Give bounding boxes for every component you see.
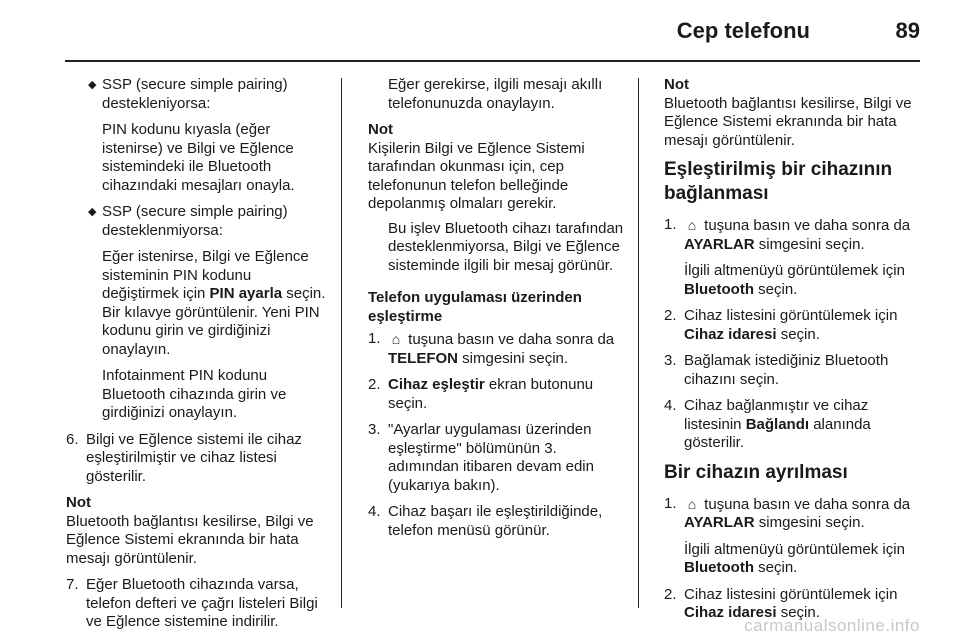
note-body: Bluetooth bağlantısı kesilirse, Bilgi ve Eğlence Sistemi ekranında bir hata mesajı görüntülenir. bbox=[66, 512, 314, 567]
home-icon: ⌂ bbox=[687, 495, 697, 512]
home-icon: ⌂ bbox=[391, 331, 401, 347]
column-1 bbox=[66, 76, 331, 640]
step-item: 4. Cihaz başarı ile eşleştirildiğinde, telefon menüsü görünür. bbox=[368, 503, 603, 539]
column-3 bbox=[664, 76, 926, 631]
step-item: 2. Cihaz listesini görüntülemek için Cihaz idaresi seçin. bbox=[664, 307, 898, 343]
step-subtext: İlgili altmenüyü görüntülemek için Bluetooth seçin. bbox=[684, 262, 905, 298]
bullet-item: ◆ SSP (secure simple pairing) desteklenmiyorsa: bbox=[88, 203, 288, 239]
step-item: 2. Cihaz eşleştir ekran butonunu seçin. bbox=[368, 376, 594, 412]
column-2 bbox=[368, 76, 630, 548]
section-heading: Bir cihazın ayrılması bbox=[664, 461, 848, 483]
subsection-heading: Telefon uygulaması üzerinden eşleştirme bbox=[368, 289, 582, 325]
step-continuation: Eğer gerekirse, ilgili mesajı akıllı telefonunuzda onaylayın. bbox=[388, 76, 603, 112]
column-divider-1 bbox=[341, 78, 342, 608]
step-item: 2. Cihaz listesini görüntülemek için Cihaz idaresi seçin. bbox=[664, 585, 898, 621]
section-heading: Eşleştirilmiş bir cihazının bağlanması bbox=[664, 159, 893, 204]
diamond-bullet-icon: ◆ bbox=[88, 79, 97, 91]
note-body: Bluetooth bağlantısı kesilirse, Bilgi ve Eğlence Sistemi ekranında bir hata mesajı görüntülenir. bbox=[664, 94, 912, 149]
note-subtext: Bu işlev Bluetooth cihazı tarafından desteklenmiyorsa, Bilgi ve Eğlence sisteminde ilgili bir mesaj görünür. bbox=[388, 219, 624, 274]
column-divider-2 bbox=[638, 78, 639, 608]
note-body: Kişilerin Bilgi ve Eğlence Sistemi tarafından okunması için, cep telefonunun telefon belleğinde depolanmış olmaları gerekir. bbox=[368, 139, 585, 212]
step-item: 7. Eğer Bluetooth cihazında varsa, telefon defteri ve çağrı listeleri Bilgi ve Eğlence sistemine indirilir. bbox=[66, 576, 318, 630]
step-item: 1. ⌂ tuşuna basın ve daha sonra da AYARLAR simgesini seçin. bbox=[664, 494, 911, 531]
bullet-subtext: Eğer istenirse, Bilgi ve Eğlence sisteminin PIN kodunu değiştirmek için PIN ayarla seçin. Bir kılavye görüntülenir. Yeni PIN kodunu girin ve girdiğinizi onaylayın. bbox=[102, 248, 326, 358]
step-item: 1. ⌂ tuşuna basın ve daha sonra da TELEFON simgesini seçin. bbox=[368, 330, 615, 367]
home-icon: ⌂ bbox=[687, 217, 697, 233]
bullet-item: ◆ SSP (secure simple pairing) destekleniyorsa: bbox=[88, 76, 288, 112]
note-title: Not bbox=[368, 121, 393, 138]
page-number: 89 bbox=[895, 18, 920, 43]
diamond-bullet-icon: ◆ bbox=[88, 206, 97, 218]
step-item: 6. Bilgi ve Eğlence sistemi ile cihaz eşleştirilmiştir ve cihaz listesi gösterilir. bbox=[66, 430, 302, 485]
note-title: Not bbox=[664, 76, 689, 93]
step-item: 3. Bağlamak istediğiniz Bluetooth cihazını seçin. bbox=[664, 352, 889, 388]
page-title: Cep telefonu bbox=[676, 18, 810, 43]
note-title: Not bbox=[66, 494, 91, 511]
bullet-subtext: Infotainment PIN kodunu Bluetooth cihazında girin ve girdiğinizi onaylayın. bbox=[102, 367, 287, 421]
header-rule bbox=[65, 60, 920, 62]
bullet-subtext: PIN kodunu kıyasla (eğer istenirse) ve Bilgi ve Eğlence sistemindeki ile Bluetooth cihazındaki mesajları onayla. bbox=[102, 121, 295, 194]
watermark: carmanualsonline.info bbox=[744, 616, 920, 635]
step-item: 1. ⌂ tuşuna basın ve daha sonra da AYARLAR simgesini seçin. bbox=[664, 216, 911, 253]
step-subtext: İlgili altmenüyü görüntülemek için Bluetooth seçin. bbox=[684, 540, 905, 576]
step-item: 4. Cihaz bağlanmıştır ve cihaz listesinin Bağlandı alanında gösterilir. bbox=[664, 397, 871, 451]
step-item: 3. "Ayarlar uygulaması üzerinden eşleştirme" bölümünün 3. adımından itibaren devam edin (yukarıya bakın). bbox=[368, 421, 594, 494]
